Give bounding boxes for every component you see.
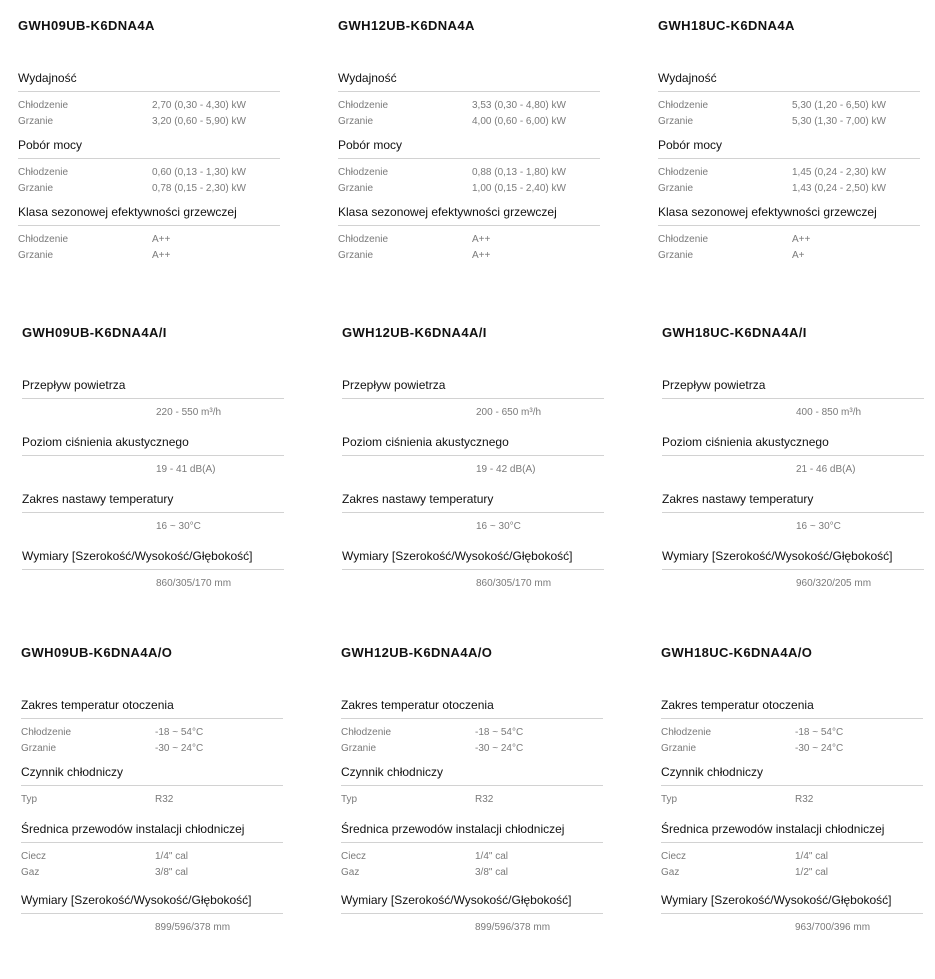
row-label: Chłodzenie <box>661 727 712 738</box>
row-value: 0,88 (0,13 - 1,80) kW <box>472 167 566 178</box>
row-value: -18 ~ 54°C <box>155 727 204 738</box>
row-label: Grzanie <box>338 250 374 261</box>
row-label: Typ <box>341 794 358 805</box>
spec-section <box>22 378 284 421</box>
spec-row <box>341 792 603 808</box>
section-title: Zakres nastawy temperatury <box>22 492 284 513</box>
section-title: Wymiary [Szerokość/Wysokość/Głębokość] <box>662 549 924 570</box>
row-value: A+ <box>792 250 805 261</box>
section-title: Poziom ciśnienia akustycznego <box>342 435 604 456</box>
row-label: Chłodzenie <box>338 100 389 111</box>
spec-row <box>341 741 603 757</box>
section-title: Średnica przewodów instalacji chłodniczej <box>341 822 603 843</box>
spec-block-summary-2 <box>338 16 600 272</box>
row-label: Gaz <box>661 867 680 878</box>
section-title: Przepływ powietrza <box>22 378 284 399</box>
spec-row <box>22 576 284 592</box>
spec-row <box>18 181 280 197</box>
row-value: -18 ~ 54°C <box>475 727 524 738</box>
spec-row <box>661 849 923 865</box>
model-title: GWH12UB-K6DNA4A <box>338 18 475 33</box>
spec-row <box>18 114 280 130</box>
spec-row <box>661 920 923 936</box>
model-title: GWH09UB-K6DNA4A/I <box>22 325 167 340</box>
spec-block-outdoor-3 <box>661 643 923 944</box>
row-label: Chłodzenie <box>18 167 69 178</box>
section-title: Wydajność <box>18 71 280 92</box>
spec-section <box>341 765 603 808</box>
row-label: Chłodzenie <box>341 727 392 738</box>
spec-block-summary-1 <box>18 16 280 272</box>
row-value: 4,00 (0,60 - 6,00) kW <box>472 116 566 127</box>
spec-row <box>21 741 283 757</box>
spec-row <box>22 462 284 478</box>
row-label: Gaz <box>21 867 40 878</box>
spec-row <box>338 165 600 181</box>
spec-section <box>662 492 924 535</box>
spec-row <box>658 232 920 248</box>
section-title: Wymiary [Szerokość/Wysokość/Głębokość] <box>661 893 923 914</box>
section-title: Czynnik chłodniczy <box>341 765 603 786</box>
row-label: Chłodzenie <box>658 234 709 245</box>
spec-row <box>21 792 283 808</box>
spec-section <box>18 205 280 264</box>
row-value: 3/8" cal <box>155 867 189 878</box>
spec-row <box>342 519 604 535</box>
section-title: Zakres temperatur otoczenia <box>341 698 603 719</box>
model-title: GWH18UC-K6DNA4A/I <box>662 325 807 340</box>
spec-block-outdoor-1 <box>21 643 283 944</box>
spec-section <box>18 138 280 197</box>
spec-row <box>22 405 284 421</box>
row-value: 1/4" cal <box>155 851 189 862</box>
row-label: Grzanie <box>338 183 374 194</box>
spec-row <box>342 576 604 592</box>
row-label: Gaz <box>341 867 360 878</box>
row-label: Chłodzenie <box>21 727 72 738</box>
spec-section <box>342 378 604 421</box>
row-value: A++ <box>472 234 491 245</box>
row-label: Ciecz <box>341 851 367 862</box>
spec-section <box>662 549 924 592</box>
row-label: Grzanie <box>658 116 694 127</box>
section-title: Czynnik chłodniczy <box>21 765 283 786</box>
row-label: Grzanie <box>18 183 54 194</box>
row-value: R32 <box>795 794 814 805</box>
section-title: Poziom ciśnienia akustycznego <box>22 435 284 456</box>
spec-block-outdoor-2 <box>341 643 603 944</box>
row-value: 16 ~ 30°C <box>796 521 841 532</box>
spec-section <box>341 822 603 881</box>
spec-section <box>658 205 920 264</box>
spec-section <box>22 435 284 478</box>
spec-row <box>658 181 920 197</box>
section-title: Wydajność <box>658 71 920 92</box>
section-title: Wymiary [Szerokość/Wysokość/Głębokość] <box>22 549 284 570</box>
spec-section <box>18 71 280 130</box>
spec-row <box>338 232 600 248</box>
spec-row <box>21 725 283 741</box>
spec-section <box>338 71 600 130</box>
section-title: Klasa sezonowej efektywności grzewczej <box>658 205 920 226</box>
spec-section <box>342 435 604 478</box>
row-value: A++ <box>152 250 171 261</box>
spec-row <box>341 849 603 865</box>
row-value: 5,30 (1,30 - 7,00) kW <box>792 116 886 127</box>
section-title: Klasa sezonowej efektywności grzewczej <box>18 205 280 226</box>
spec-section <box>341 698 603 757</box>
spec-row <box>341 920 603 936</box>
spec-section <box>21 822 283 881</box>
row-label: Ciecz <box>21 851 47 862</box>
spec-row <box>661 725 923 741</box>
row-value: 860/305/170 mm <box>476 578 552 589</box>
row-value: A++ <box>152 234 171 245</box>
spec-row <box>21 865 283 881</box>
row-label: Grzanie <box>658 250 694 261</box>
spec-row <box>658 98 920 114</box>
row-value: 220 - 550 m³/h <box>156 407 222 418</box>
spec-row <box>662 576 924 592</box>
spec-section <box>662 435 924 478</box>
spec-row <box>338 181 600 197</box>
row-value: 200 - 650 m³/h <box>476 407 542 418</box>
row-label: Grzanie <box>18 116 54 127</box>
spec-block-indoor-2 <box>342 323 604 600</box>
section-title: Średnica przewodów instalacji chłodniczej <box>661 822 923 843</box>
row-value: A++ <box>792 234 811 245</box>
section-title: Wymiary [Szerokość/Wysokość/Głębokość] <box>342 549 604 570</box>
row-value: 19 - 42 dB(A) <box>476 464 536 475</box>
spec-row <box>342 405 604 421</box>
row-value: 1,45 (0,24 - 2,30) kW <box>792 167 886 178</box>
spec-section <box>342 549 604 592</box>
section-title: Wymiary [Szerokość/Wysokość/Głębokość] <box>341 893 603 914</box>
spec-section <box>338 138 600 197</box>
spec-block-indoor-1 <box>22 323 284 600</box>
spec-section <box>661 765 923 808</box>
row-label: Chłodzenie <box>338 234 389 245</box>
spec-section <box>338 205 600 264</box>
row-value: 899/596/378 mm <box>155 922 231 933</box>
row-value: 0,78 (0,15 - 2,30) kW <box>152 183 246 194</box>
spec-section <box>22 492 284 535</box>
row-label: Grzanie <box>21 743 57 754</box>
row-value: 16 ~ 30°C <box>156 521 201 532</box>
row-label: Grzanie <box>338 116 374 127</box>
section-title: Przepływ powietrza <box>662 378 924 399</box>
row-value: 400 - 850 m³/h <box>796 407 862 418</box>
spec-row <box>338 114 600 130</box>
spec-section <box>341 893 603 936</box>
row-label: Typ <box>21 794 38 805</box>
section-title: Wydajność <box>338 71 600 92</box>
spec-block-indoor-3 <box>662 323 924 600</box>
row-value: R32 <box>155 794 174 805</box>
row-value: A++ <box>472 250 491 261</box>
spec-row <box>661 792 923 808</box>
row-value: 3,53 (0,30 - 4,80) kW <box>472 100 566 111</box>
row-label: Grzanie <box>658 183 694 194</box>
row-value: -18 ~ 54°C <box>795 727 844 738</box>
spec-row <box>658 114 920 130</box>
spec-row <box>662 462 924 478</box>
spec-section <box>342 492 604 535</box>
row-value: 5,30 (1,20 - 6,50) kW <box>792 100 886 111</box>
spec-section <box>21 765 283 808</box>
section-title: Średnica przewodów instalacji chłodniczej <box>21 822 283 843</box>
spec-row <box>662 519 924 535</box>
row-value: 3,20 (0,60 - 5,90) kW <box>152 116 246 127</box>
row-label: Grzanie <box>661 743 697 754</box>
spec-row <box>18 232 280 248</box>
spec-row <box>18 98 280 114</box>
section-title: Zakres nastawy temperatury <box>342 492 604 513</box>
spec-row <box>21 849 283 865</box>
row-label: Chłodzenie <box>18 234 69 245</box>
model-title: GWH09UB-K6DNA4A <box>18 18 155 33</box>
row-value: 860/305/170 mm <box>156 578 232 589</box>
spec-section <box>21 698 283 757</box>
section-title: Pobór mocy <box>338 138 600 159</box>
spec-section <box>21 893 283 936</box>
row-value: 0,60 (0,13 - 1,30) kW <box>152 167 246 178</box>
spec-section <box>658 71 920 130</box>
section-title: Czynnik chłodniczy <box>661 765 923 786</box>
row-value: 1,43 (0,24 - 2,50) kW <box>792 183 886 194</box>
section-title: Zakres nastawy temperatury <box>662 492 924 513</box>
spec-section <box>661 893 923 936</box>
row-value: 1/4" cal <box>475 851 509 862</box>
row-label: Ciecz <box>661 851 687 862</box>
spec-block-summary-3 <box>658 16 920 272</box>
section-title: Pobór mocy <box>18 138 280 159</box>
row-value: 1,00 (0,15 - 2,40) kW <box>472 183 566 194</box>
spec-row <box>661 741 923 757</box>
row-label: Chłodzenie <box>658 100 709 111</box>
spec-section <box>661 698 923 757</box>
row-value: -30 ~ 24°C <box>475 743 524 754</box>
spec-row <box>18 248 280 264</box>
row-value: 963/700/396 mm <box>795 922 871 933</box>
row-value: R32 <box>475 794 494 805</box>
row-label: Typ <box>661 794 678 805</box>
row-value: -30 ~ 24°C <box>795 743 844 754</box>
spec-row <box>338 248 600 264</box>
row-value: 21 - 46 dB(A) <box>796 464 856 475</box>
section-title: Poziom ciśnienia akustycznego <box>662 435 924 456</box>
spec-row <box>21 920 283 936</box>
spec-section <box>662 378 924 421</box>
spec-row <box>22 519 284 535</box>
spec-row <box>341 725 603 741</box>
row-label: Chłodzenie <box>18 100 69 111</box>
model-title: GWH18UC-K6DNA4A <box>658 18 795 33</box>
spec-row <box>661 865 923 881</box>
spec-section <box>22 549 284 592</box>
section-title: Pobór mocy <box>658 138 920 159</box>
spec-section <box>661 822 923 881</box>
model-title: GWH12UB-K6DNA4A/O <box>341 645 493 660</box>
spec-row <box>341 865 603 881</box>
section-title: Klasa sezonowej efektywności grzewczej <box>338 205 600 226</box>
row-label: Grzanie <box>18 250 54 261</box>
row-value: 960/320/205 mm <box>796 578 872 589</box>
row-value: 19 - 41 dB(A) <box>156 464 216 475</box>
model-title: GWH09UB-K6DNA4A/O <box>21 645 173 660</box>
row-value: 899/596/378 mm <box>475 922 551 933</box>
spec-section <box>658 138 920 197</box>
section-title: Zakres temperatur otoczenia <box>21 698 283 719</box>
section-title: Przepływ powietrza <box>342 378 604 399</box>
row-value: 1/2" cal <box>795 867 829 878</box>
spec-row <box>662 405 924 421</box>
row-label: Grzanie <box>341 743 377 754</box>
row-value: 3/8" cal <box>475 867 509 878</box>
row-label: Chłodzenie <box>338 167 389 178</box>
row-label: Chłodzenie <box>658 167 709 178</box>
row-value: 16 ~ 30°C <box>476 521 521 532</box>
section-title: Wymiary [Szerokość/Wysokość/Głębokość] <box>21 893 283 914</box>
spec-row <box>338 98 600 114</box>
spec-row <box>342 462 604 478</box>
row-value: -30 ~ 24°C <box>155 743 204 754</box>
spec-row <box>18 165 280 181</box>
section-title: Zakres temperatur otoczenia <box>661 698 923 719</box>
row-value: 1/4" cal <box>795 851 829 862</box>
spec-row <box>658 248 920 264</box>
spec-row <box>658 165 920 181</box>
model-title: GWH12UB-K6DNA4A/I <box>342 325 487 340</box>
model-title: GWH18UC-K6DNA4A/O <box>661 645 813 660</box>
row-value: 2,70 (0,30 - 4,30) kW <box>152 100 246 111</box>
